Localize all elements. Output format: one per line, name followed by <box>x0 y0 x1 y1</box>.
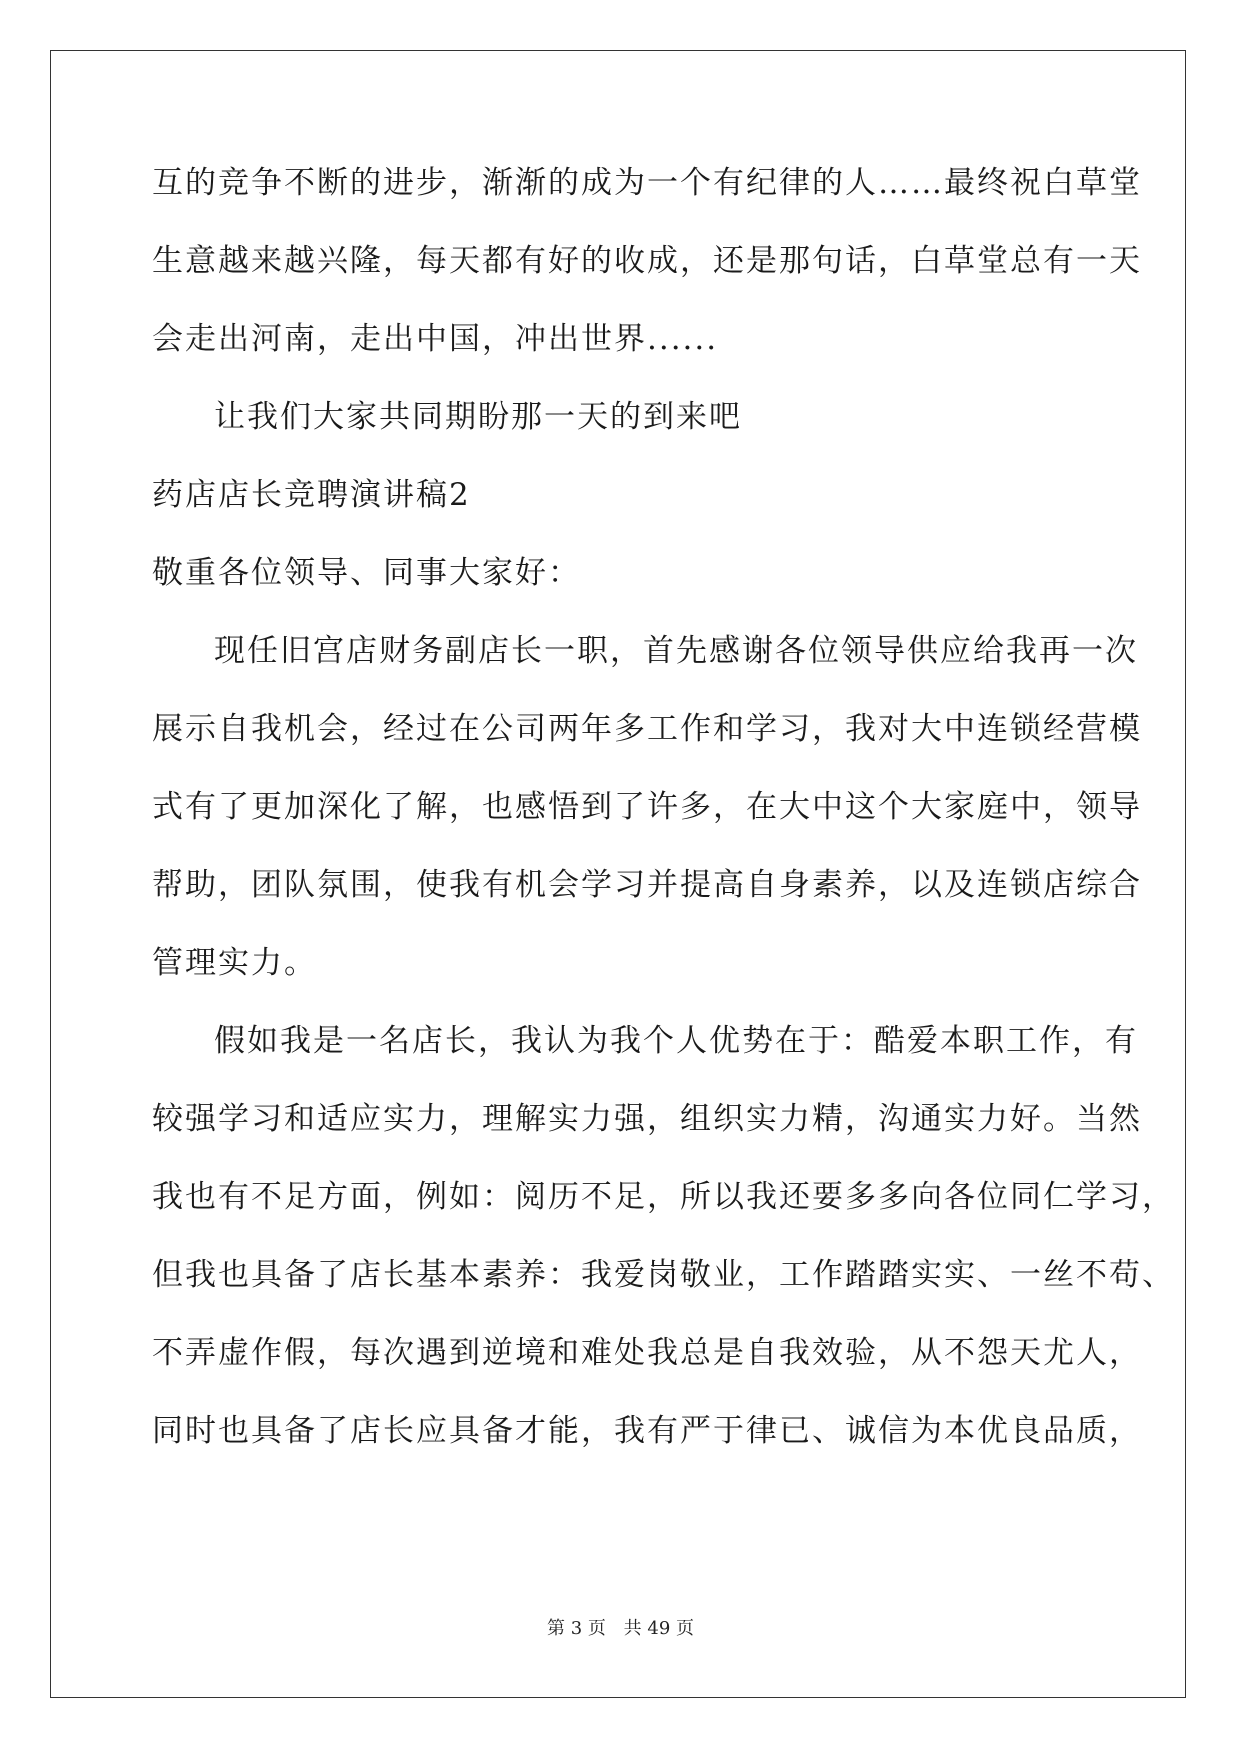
text-line: 管理实力。 <box>152 945 317 981</box>
text-line: 式有了更加深化了解，也感悟到了许多，在大中这个大家庭中，领导 <box>152 789 1142 825</box>
text-line: 较强学习和适应实力，理解实力强，组织实力精，沟通实力好。当然 <box>152 1101 1142 1137</box>
text-line: 我也有不足方面，例如：阅历不足，所以我还要多多向各位同仁学习， <box>152 1179 1175 1215</box>
page-footer <box>0 1617 1241 1641</box>
salutation: 敬重各位领导、同事大家好： <box>152 555 581 591</box>
total-pages: 共 49 页 <box>623 1618 694 1639</box>
section-heading: 药店店长竞聘演讲稿2 <box>152 477 471 513</box>
text-line: 生意越来越兴隆，每天都有好的收成，还是那句话，白草堂总有一天 <box>152 243 1142 279</box>
paragraph-first-line: 现任旧宫店财务副店长一职，首先感谢各位领导供应给我再一次 <box>214 633 1138 669</box>
text-line: 展示自我机会，经过在公司两年多工作和学习，我对大中连锁经营模 <box>152 711 1142 747</box>
text-line: 但我也具备了店长基本素养：我爱岗敬业，工作踏踏实实、一丝不苟、 <box>152 1257 1175 1293</box>
page-number: 第 3 页 <box>547 1618 606 1639</box>
text-line: 不弄虚作假，每次遇到逆境和难处我总是自我效验，从不怨天尤人， <box>152 1335 1142 1371</box>
text-line: 互的竞争不断的进步，渐渐的成为一个有纪律的人……最终祝白草堂 <box>152 165 1142 201</box>
paragraph-first-line: 假如我是一名店长，我认为我个人优势在于：酷爱本职工作，有 <box>214 1023 1138 1059</box>
paragraph-first-line: 让我们大家共同期盼那一天的到来吧 <box>214 399 742 435</box>
text-line: 帮助，团队氛围，使我有机会学习并提高自身素养，以及连锁店综合 <box>152 867 1142 903</box>
text-line: 同时也具备了店长应具备才能，我有严于律已、诚信为本优良品质， <box>152 1413 1142 1449</box>
text-line: 会走出河南，走出中国，冲出世界...... <box>152 321 719 357</box>
